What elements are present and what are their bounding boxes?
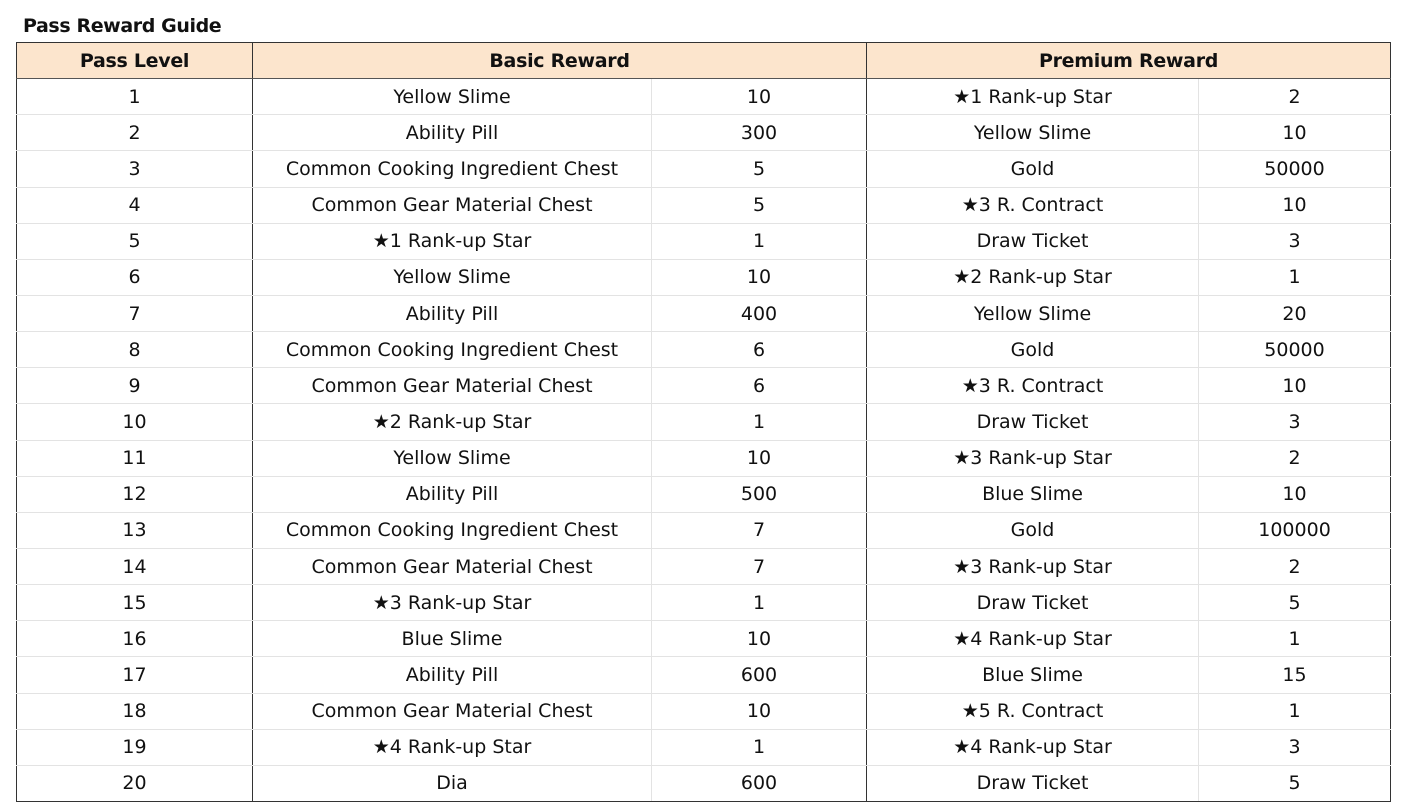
cell-pass-level: 5	[17, 223, 253, 259]
cell-pass-level: 13	[17, 512, 253, 548]
cell-pass-level: 6	[17, 259, 253, 295]
cell-premium-reward-item: ★4 Rank-up Star	[867, 729, 1199, 765]
cell-pass-level: 16	[17, 621, 253, 657]
cell-premium-reward-qty: 100000	[1199, 512, 1391, 548]
table-header-row	[17, 43, 1391, 79]
table-row	[17, 368, 1391, 404]
cell-premium-reward-item: ★3 R. Contract	[867, 187, 1199, 223]
cell-pass-level: 14	[17, 548, 253, 584]
cell-premium-reward-qty: 1	[1199, 693, 1391, 729]
cell-pass-level: 10	[17, 404, 253, 440]
cell-pass-level: 19	[17, 729, 253, 765]
cell-basic-reward-item: ★2 Rank-up Star	[253, 404, 652, 440]
cell-basic-reward-item: Common Gear Material Chest	[253, 548, 652, 584]
cell-premium-reward-qty: 15	[1199, 657, 1391, 693]
cell-basic-reward-qty: 300	[652, 115, 867, 151]
cell-pass-level: 20	[17, 765, 253, 801]
cell-basic-reward-item: Ability Pill	[253, 476, 652, 512]
cell-premium-reward-qty: 10	[1199, 115, 1391, 151]
cell-basic-reward-item: Dia	[253, 765, 652, 801]
cell-premium-reward-qty: 5	[1199, 585, 1391, 621]
cell-basic-reward-qty: 10	[652, 621, 867, 657]
cell-premium-reward-qty: 50000	[1199, 332, 1391, 368]
cell-pass-level: 9	[17, 368, 253, 404]
cell-premium-reward-qty: 50000	[1199, 151, 1391, 187]
table-row	[17, 295, 1391, 331]
cell-basic-reward-item: ★3 Rank-up Star	[253, 585, 652, 621]
cell-basic-reward-item: Yellow Slime	[253, 440, 652, 476]
table-row	[17, 404, 1391, 440]
cell-basic-reward-item: ★4 Rank-up Star	[253, 729, 652, 765]
cell-premium-reward-item: ★5 R. Contract	[867, 693, 1199, 729]
cell-premium-reward-item: Yellow Slime	[867, 295, 1199, 331]
cell-premium-reward-qty: 10	[1199, 368, 1391, 404]
table-row	[17, 585, 1391, 621]
cell-basic-reward-item: Ability Pill	[253, 657, 652, 693]
cell-pass-level: 17	[17, 657, 253, 693]
cell-premium-reward-item: Draw Ticket	[867, 765, 1199, 801]
cell-pass-level: 7	[17, 295, 253, 331]
cell-basic-reward-item: Common Gear Material Chest	[253, 368, 652, 404]
cell-basic-reward-item: Ability Pill	[253, 115, 652, 151]
cell-premium-reward-qty: 10	[1199, 476, 1391, 512]
cell-basic-reward-qty: 5	[652, 151, 867, 187]
table-row	[17, 151, 1391, 187]
cell-basic-reward-qty: 1	[652, 404, 867, 440]
cell-premium-reward-item: Blue Slime	[867, 476, 1199, 512]
cell-premium-reward-item: ★2 Rank-up Star	[867, 259, 1199, 295]
cell-basic-reward-qty: 1	[652, 729, 867, 765]
cell-basic-reward-qty: 6	[652, 368, 867, 404]
cell-basic-reward-item: Yellow Slime	[253, 259, 652, 295]
cell-basic-reward-item: Blue Slime	[253, 621, 652, 657]
table-row	[17, 693, 1391, 729]
cell-basic-reward-qty: 1	[652, 585, 867, 621]
cell-pass-level: 12	[17, 476, 253, 512]
cell-premium-reward-qty: 20	[1199, 295, 1391, 331]
cell-premium-reward-qty: 1	[1199, 259, 1391, 295]
cell-basic-reward-qty: 1	[652, 223, 867, 259]
cell-basic-reward-qty: 5	[652, 187, 867, 223]
page-title: Pass Reward Guide	[23, 15, 222, 37]
cell-basic-reward-item: Common Gear Material Chest	[253, 693, 652, 729]
cell-premium-reward-item: Gold	[867, 332, 1199, 368]
cell-premium-reward-item: ★4 Rank-up Star	[867, 621, 1199, 657]
cell-pass-level: 1	[17, 79, 253, 115]
table-row	[17, 548, 1391, 584]
cell-basic-reward-item: Ability Pill	[253, 295, 652, 331]
cell-premium-reward-item: ★3 Rank-up Star	[867, 548, 1199, 584]
table-row	[17, 476, 1391, 512]
cell-pass-level: 2	[17, 115, 253, 151]
cell-basic-reward-item: Common Cooking Ingredient Chest	[253, 151, 652, 187]
cell-basic-reward-qty: 600	[652, 657, 867, 693]
cell-pass-level: 18	[17, 693, 253, 729]
header-pass-level: Pass Level	[17, 43, 253, 79]
cell-basic-reward-item: Common Gear Material Chest	[253, 187, 652, 223]
table-body	[17, 79, 1391, 802]
table-row	[17, 332, 1391, 368]
table-row	[17, 657, 1391, 693]
cell-pass-level: 11	[17, 440, 253, 476]
table-row	[17, 621, 1391, 657]
cell-premium-reward-qty: 2	[1199, 79, 1391, 115]
cell-basic-reward-qty: 400	[652, 295, 867, 331]
cell-basic-reward-item: Yellow Slime	[253, 79, 652, 115]
cell-premium-reward-item: ★3 R. Contract	[867, 368, 1199, 404]
table-row	[17, 440, 1391, 476]
table-row	[17, 765, 1391, 801]
cell-basic-reward-item: ★1 Rank-up Star	[253, 223, 652, 259]
cell-premium-reward-item: Draw Ticket	[867, 404, 1199, 440]
cell-basic-reward-qty: 10	[652, 440, 867, 476]
cell-premium-reward-item: Draw Ticket	[867, 585, 1199, 621]
table-row	[17, 512, 1391, 548]
cell-basic-reward-qty: 600	[652, 765, 867, 801]
cell-pass-level: 3	[17, 151, 253, 187]
cell-premium-reward-qty: 5	[1199, 765, 1391, 801]
cell-pass-level: 4	[17, 187, 253, 223]
table-row	[17, 259, 1391, 295]
table-row	[17, 115, 1391, 151]
cell-premium-reward-qty: 3	[1199, 223, 1391, 259]
cell-premium-reward-qty: 1	[1199, 621, 1391, 657]
cell-basic-reward-qty: 7	[652, 548, 867, 584]
cell-basic-reward-item: Common Cooking Ingredient Chest	[253, 332, 652, 368]
table-row	[17, 187, 1391, 223]
header-basic-reward: Basic Reward	[253, 43, 867, 79]
pass-reward-table	[16, 42, 1391, 802]
cell-premium-reward-qty: 2	[1199, 548, 1391, 584]
cell-basic-reward-qty: 7	[652, 512, 867, 548]
cell-pass-level: 15	[17, 585, 253, 621]
table-row	[17, 223, 1391, 259]
cell-basic-reward-item: Common Cooking Ingredient Chest	[253, 512, 652, 548]
table-row	[17, 729, 1391, 765]
cell-premium-reward-item: Blue Slime	[867, 657, 1199, 693]
cell-premium-reward-item: Draw Ticket	[867, 223, 1199, 259]
cell-premium-reward-item: ★1 Rank-up Star	[867, 79, 1199, 115]
cell-basic-reward-qty: 10	[652, 259, 867, 295]
cell-premium-reward-item: Yellow Slime	[867, 115, 1199, 151]
header-premium-reward: Premium Reward	[867, 43, 1391, 79]
cell-premium-reward-item: Gold	[867, 512, 1199, 548]
cell-premium-reward-item: Gold	[867, 151, 1199, 187]
cell-basic-reward-qty: 10	[652, 79, 867, 115]
cell-basic-reward-qty: 10	[652, 693, 867, 729]
cell-premium-reward-qty: 3	[1199, 404, 1391, 440]
cell-basic-reward-qty: 500	[652, 476, 867, 512]
cell-premium-reward-item: ★3 Rank-up Star	[867, 440, 1199, 476]
cell-premium-reward-qty: 2	[1199, 440, 1391, 476]
cell-premium-reward-qty: 10	[1199, 187, 1391, 223]
cell-premium-reward-qty: 3	[1199, 729, 1391, 765]
table-row	[17, 79, 1391, 115]
cell-pass-level: 8	[17, 332, 253, 368]
cell-basic-reward-qty: 6	[652, 332, 867, 368]
